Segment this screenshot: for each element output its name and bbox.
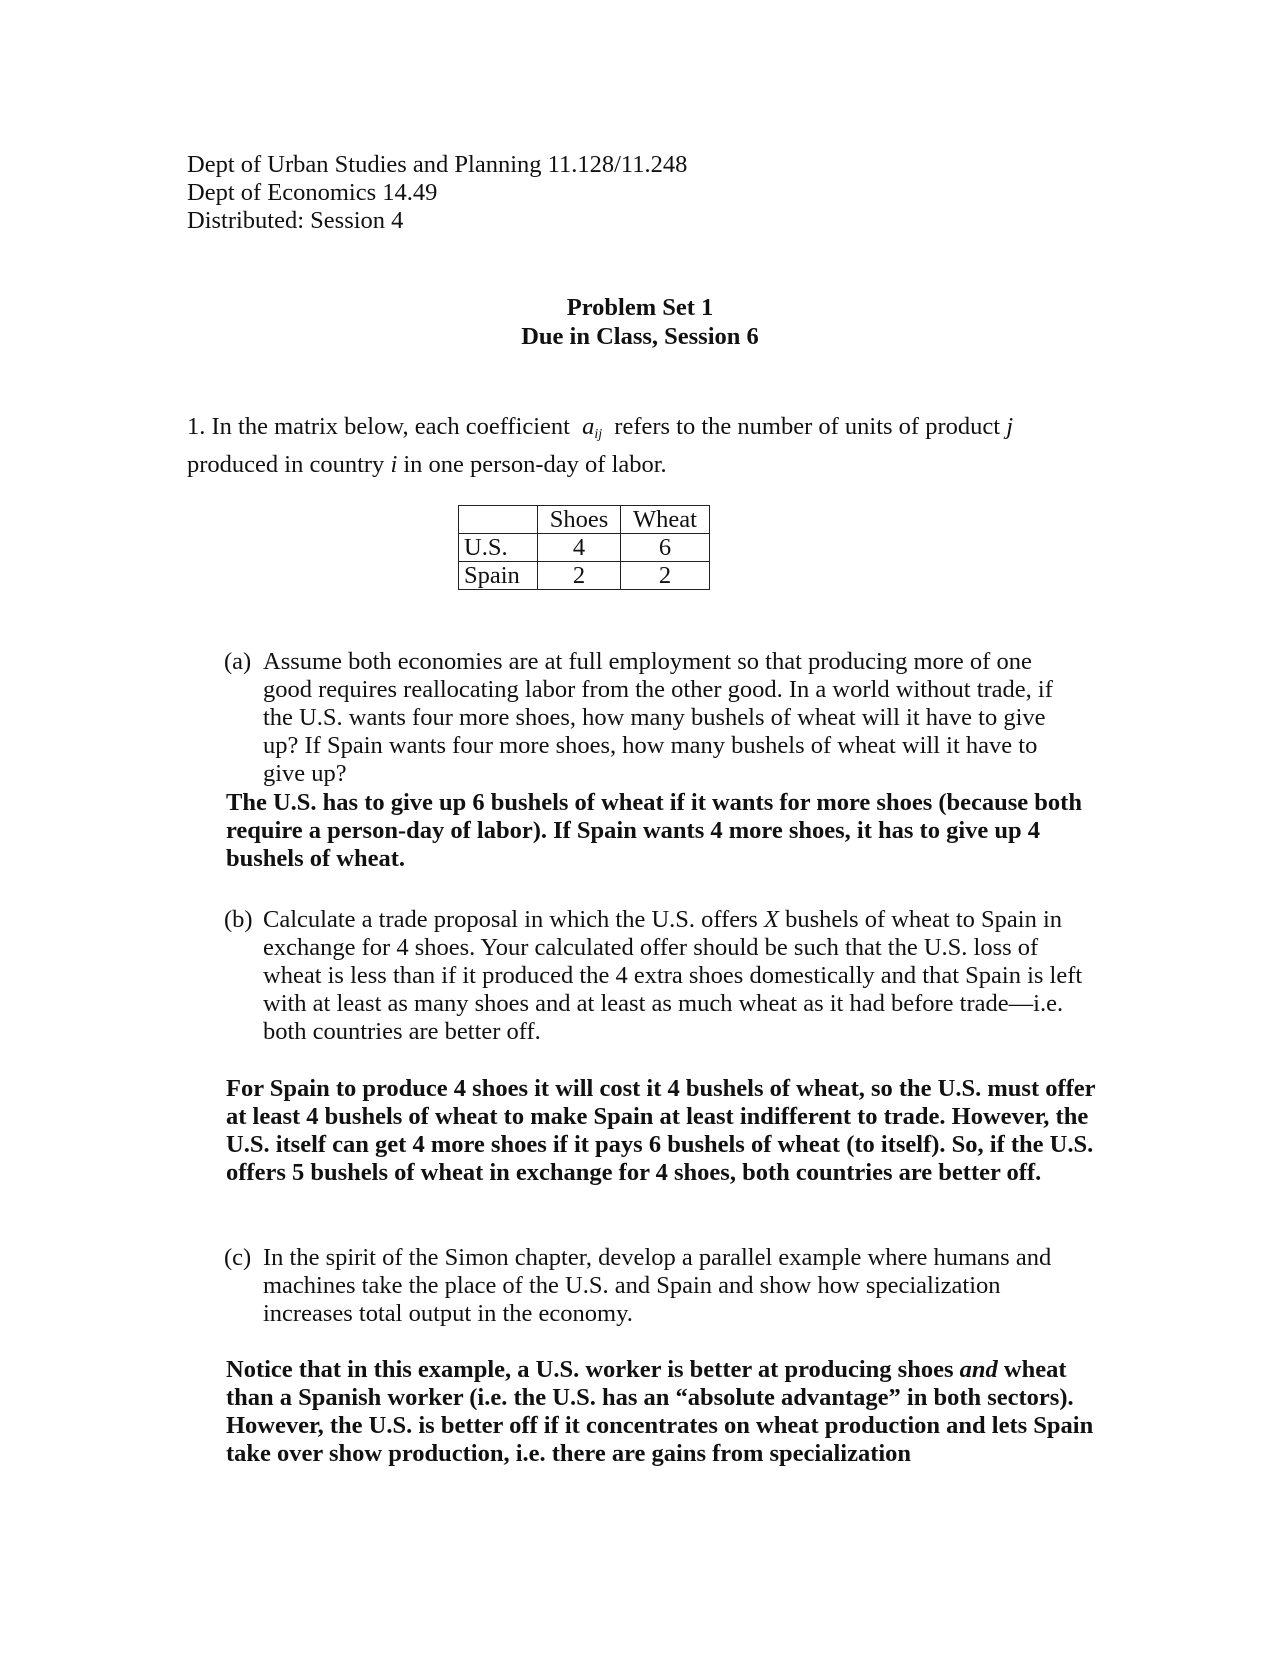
part-b-text-start: Calculate a trade proposal in which the U.S. offers [263, 906, 758, 933]
title-problem-set: Problem Set 1 [566, 294, 714, 321]
coefficient-symbol [582, 413, 602, 440]
matrix-corner-cell [459, 506, 538, 534]
q1-line2-start: produced in country [187, 451, 385, 478]
part-a-label: (a) [224, 648, 252, 675]
part-c-label: (c) [224, 1244, 252, 1271]
matrix-row [459, 534, 710, 562]
answer-c-emphasis: and [959, 1356, 998, 1383]
part-b-text [263, 906, 1084, 1046]
matrix-row-country: U.S. [459, 534, 538, 562]
question-part-a [224, 648, 1084, 788]
q1-line2-end: in one person-day of labor. [403, 451, 667, 478]
coefficient-letter: a [582, 413, 595, 440]
matrix-header-row [459, 506, 710, 534]
matrix-cell-wheat: 6 [621, 534, 710, 562]
matrix-row-country: Spain [459, 562, 538, 590]
product-variable: j [1006, 413, 1013, 440]
title-due-date: Due in Class, Session 6 [521, 323, 759, 350]
matrix-header-shoes: Shoes [538, 506, 621, 534]
matrix-header-wheat: Wheat [621, 506, 710, 534]
coefficient-subscript: ij [594, 427, 603, 442]
production-matrix [458, 505, 710, 590]
course-header [187, 151, 687, 235]
page-title [0, 293, 1280, 351]
question-1-intro [187, 408, 1087, 484]
answer-part-c [226, 1356, 1106, 1468]
matrix-cell-wheat: 2 [621, 562, 710, 590]
part-c-text: In the spirit of the Simon chapter, develop a parallel example where humans and machines take the place of the U.S. and Spain and show how specialization increases total output in the economy. [263, 1244, 1052, 1327]
question-part-b [224, 906, 1084, 1046]
header-line-dept-urban: Dept of Urban Studies and Planning 11.128/11.248 [187, 151, 688, 178]
header-line-distributed: Distributed: Session 4 [187, 207, 404, 234]
answer-c-end: wheat than a Spanish worker (i.e. the U.S. has an “absolute advantage” in both sectors). However, the U.S. is better off if it concentrates on wheat production and lets Spain take over show production, i.e. there are gains from specialization [226, 1356, 1094, 1467]
matrix-row [459, 562, 710, 590]
part-b-label: (b) [224, 906, 253, 933]
country-variable: i [390, 451, 398, 478]
header-line-dept-economics: Dept of Economics 14.49 [187, 179, 438, 206]
answer-c-start: Notice that in this example, a U.S. worker is better at producing shoes [226, 1356, 954, 1383]
answer-part-a: The U.S. has to give up 6 bushels of wheat if it wants for more shoes (because both require a person-day of labor). If Spain wants 4 more shoes, it has to give up 4 bushels of wheat. [226, 789, 1082, 872]
part-a-text: Assume both economies are at full employment so that producing more of one good requires reallocating labor from the other good. In a world without trade, if the U.S. wants four more shoes, how many bushels of wheat will it have to give up? If Spain wants four more shoes, how many bushels of wheat will it have to give up? [263, 648, 1053, 787]
part-b-text-end: bushels of wheat to Spain in exchange for 4 shoes. Your calculated offer should be such that the U.S. loss of wheat is less than if it produced the 4 extra shoes domestically and that Spain is left with at least as many shoes and at least as much wheat as it had before trade—i.e. both countries are better off. [263, 906, 1083, 1045]
answer-part-b: For Spain to produce 4 shoes it will cost it 4 bushels of wheat, so the U.S. must offer at least 4 bushels of wheat to make Spain at least indifferent to trade. However, the U.S. itself can get 4 more shoes if it pays 6 bushels of wheat (to itself). So, if the U.S. offers 5 bushels of wheat in exchange for 4 shoes, both countries are better off. [226, 1075, 1096, 1186]
q1-prefix: 1. In the matrix below, each coefficient [187, 413, 570, 440]
question-part-c [224, 1244, 1084, 1328]
matrix-cell-shoes: 4 [538, 534, 621, 562]
part-b-variable: X [763, 906, 779, 933]
q1-middle: refers to the number of units of product [614, 413, 1001, 440]
matrix-cell-shoes: 2 [538, 562, 621, 590]
